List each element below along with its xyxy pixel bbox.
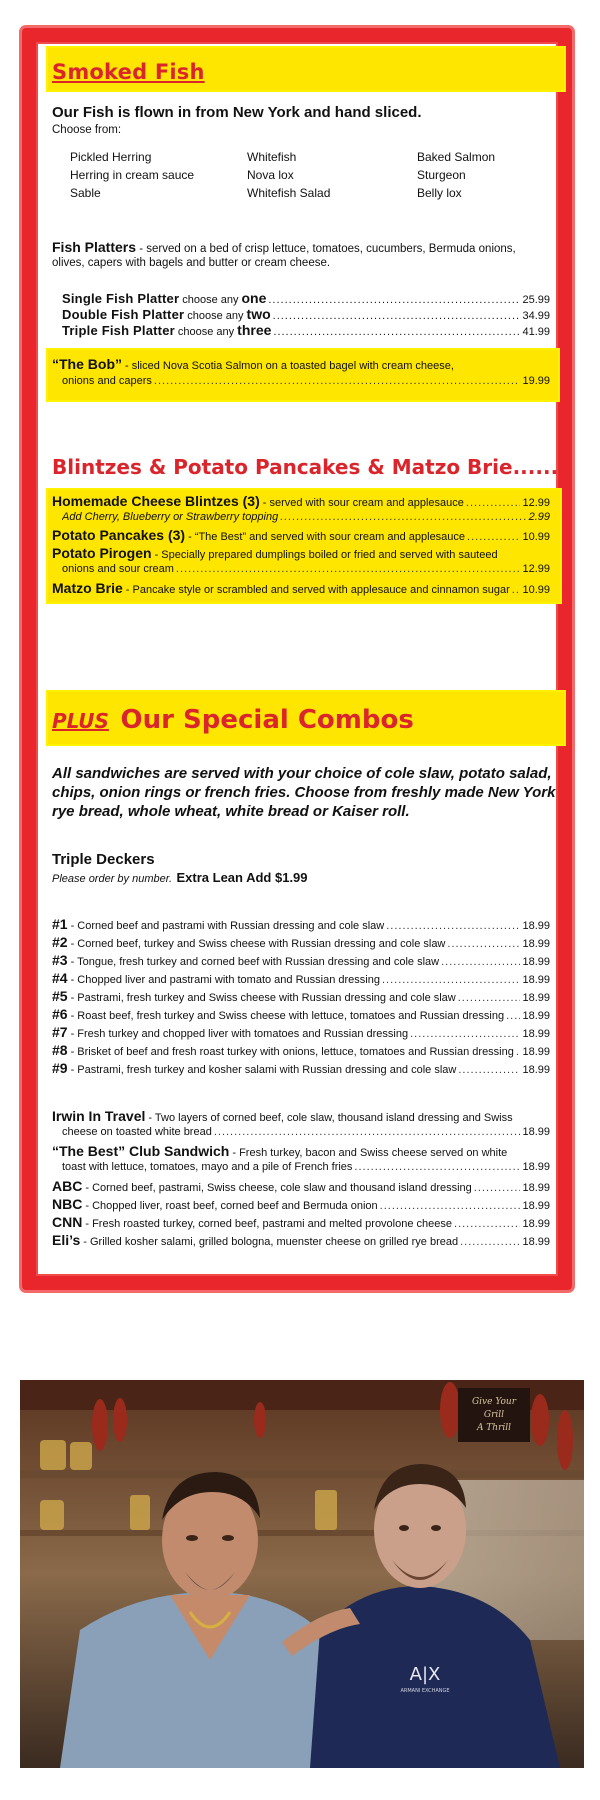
leader-dots <box>273 310 521 322</box>
leader-dots <box>454 1218 520 1230</box>
special-row-2 <box>62 1161 550 1173</box>
platter-count: three <box>237 322 272 338</box>
leader-dots <box>176 563 521 575</box>
leader-dots <box>280 511 526 523</box>
platter-count: one <box>241 290 267 306</box>
item-price: 2.99 <box>528 511 550 523</box>
combo-price: 18.99 <box>522 956 550 968</box>
item-desc: Add Cherry, Blueberry or Strawberry topping <box>62 511 279 523</box>
special-desc: - Fresh roasted turkey, corned beef, pastrami and melted provolone cheese <box>85 1218 453 1230</box>
choose-label: Choose from: <box>52 124 122 136</box>
platter-choose: choose any <box>177 326 235 338</box>
platter-choose: choose any <box>187 310 244 322</box>
combo-row <box>52 970 550 986</box>
bob-row-2 <box>62 375 550 387</box>
platter-row <box>62 322 550 338</box>
combo-price: 18.99 <box>522 1010 550 1022</box>
platter-choose: choose any <box>182 294 239 306</box>
order-note-line <box>52 869 308 887</box>
platter-price: 41.99 <box>522 326 550 338</box>
special-row <box>52 1178 550 1194</box>
list-item: Belly lox <box>417 186 462 200</box>
special-price: 18.99 <box>522 1161 550 1173</box>
leader-dots <box>474 1182 521 1194</box>
special-desc-2: cheese on toasted white bread <box>62 1126 212 1138</box>
item-name: Potato Pirogen <box>52 545 152 561</box>
shirt-logo: A|X <box>409 1664 441 1685</box>
shirt-logo-sub: ARMANI EXCHANGE <box>400 1688 450 1694</box>
combo-price: 18.99 <box>522 1046 550 1058</box>
fish-list-col2 <box>247 148 330 202</box>
combo-number: #3 <box>52 952 68 968</box>
menu-item-row <box>52 527 550 543</box>
platters-desc: - served on a bed of crisp lettuce, tomatoes, cucumbers, Bermuda onions, <box>139 243 516 255</box>
combo-row <box>52 988 550 1004</box>
triple-deckers-title: Triple Deckers <box>52 851 155 868</box>
special-row <box>52 1143 550 1159</box>
leader-dots <box>268 294 520 306</box>
leader-dots <box>380 1200 521 1212</box>
list-item: Sturgeon <box>417 168 466 182</box>
item-desc: - Pancake style or scrambled and served with applesauce and cinnamon sugar <box>125 584 510 596</box>
special-name: “The Best” Club Sandwich <box>52 1143 230 1159</box>
section-title-blintzes: Blintzes & Potato Pancakes & Matzo Brie...... <box>52 455 559 479</box>
item-name: Potato Pancakes (3) <box>52 527 186 543</box>
platters-name: Fish Platters <box>52 239 137 255</box>
combo-number: #6 <box>52 1006 68 1022</box>
special-price: 18.99 <box>522 1126 550 1138</box>
item-desc: - served with sour cream and applesauce <box>262 497 464 509</box>
list-item: Whitefish <box>247 150 297 164</box>
combo-row <box>52 1042 550 1058</box>
combo-row <box>52 1060 550 1076</box>
combo-desc: - Corned beef, turkey and Swiss cheese with Russian dressing and cole slaw <box>70 938 446 950</box>
platter-price: 34.99 <box>522 310 550 322</box>
combo-price: 18.99 <box>522 974 550 986</box>
list-item: Pickled Herring <box>70 150 152 164</box>
special-name: Eli’s <box>52 1232 81 1248</box>
combo-number: #4 <box>52 970 68 986</box>
fish-headline: Our Fish is flown in from New York and hand sliced. <box>52 104 422 121</box>
leader-dots <box>447 938 520 950</box>
combo-desc: - Roast beef, fresh turkey and Swiss cheese with lettuce, tomatoes and Russian dressing <box>70 1010 505 1022</box>
list-item: Baked Salmon <box>417 150 496 164</box>
special-row <box>52 1232 550 1248</box>
leader-dots <box>506 1010 520 1022</box>
svg-text:A Thrill: A Thrill <box>476 1423 512 1433</box>
combo-desc: - Fresh turkey and chopped liver with tomatoes and Russian dressing <box>70 1028 409 1040</box>
special-row-2 <box>62 1126 550 1138</box>
leader-dots <box>273 326 520 338</box>
bob-desc-2: onions and capers <box>62 375 152 387</box>
platter-price: 25.99 <box>522 294 550 306</box>
special-price: 18.99 <box>522 1236 550 1248</box>
combo-row <box>52 934 550 950</box>
special-price: 18.99 <box>522 1218 550 1230</box>
list-item: Sable <box>70 186 101 200</box>
combo-number: #1 <box>52 916 68 932</box>
combo-desc: - Corned beef and pastrami with Russian dressing and cole slaw <box>70 920 385 932</box>
item-price: 12.99 <box>522 497 550 509</box>
menu-item-row <box>52 493 550 509</box>
leader-dots <box>516 1046 521 1058</box>
leader-dots <box>410 1028 520 1040</box>
section-title-smoked-fish: Smoked Fish <box>52 60 205 84</box>
platter-count: two <box>246 306 271 322</box>
special-name: Irwin In Travel <box>52 1108 146 1124</box>
special-desc: - Fresh turkey, bacon and Swiss cheese served on white <box>232 1147 508 1159</box>
platter-row <box>62 290 550 306</box>
platter-name: Triple Fish Platter <box>62 323 175 338</box>
special-desc: - Grilled kosher salami, grilled bologna, muenster cheese on grilled rye bread <box>83 1236 459 1248</box>
item-desc: - Specially prepared dumplings boiled or fried and served with sauteed <box>154 549 498 561</box>
svg-text:Give Your: Give Your <box>471 1397 517 1407</box>
special-price: 18.99 <box>522 1182 550 1194</box>
leader-dots <box>354 1161 520 1173</box>
platter-name: Single Fish Platter <box>62 291 180 306</box>
leader-dots <box>458 992 521 1004</box>
leader-dots <box>467 531 520 543</box>
section-title-combos <box>52 705 414 735</box>
combo-number: #7 <box>52 1024 68 1040</box>
leader-dots <box>512 584 521 596</box>
photo-illustration <box>20 1380 584 1768</box>
menu-frame <box>22 28 572 1290</box>
special-name: CNN <box>52 1214 83 1230</box>
special-desc-2: toast with lettuce, tomatoes, mayo and a pile of French fries <box>62 1161 353 1173</box>
svg-text:Grill: Grill <box>483 1410 505 1420</box>
bob-row <box>52 356 550 372</box>
special-desc: - Two layers of corned beef, cole slaw, thousand island dressing and Swiss <box>148 1112 513 1124</box>
item-price: 12.99 <box>522 563 550 575</box>
bob-name: “The Bob” <box>52 356 122 372</box>
combo-price: 18.99 <box>522 1028 550 1040</box>
fish-list-col1 <box>70 148 194 202</box>
special-row <box>52 1108 550 1124</box>
item-desc: - “The Best” and served with sour cream and applesauce <box>188 531 466 543</box>
special-row <box>52 1196 550 1212</box>
combos-title: Our Special Combos <box>120 705 414 735</box>
combo-number: #5 <box>52 988 68 1004</box>
bob-price: 19.99 <box>522 375 550 387</box>
list-item: Nova lox <box>247 168 294 182</box>
item-name: Matzo Brie <box>52 580 123 596</box>
combo-row <box>52 952 550 968</box>
platter-name: Double Fish Platter <box>62 307 185 322</box>
menu-item-row <box>52 580 550 596</box>
item-name: Homemade Cheese Blintzes (3) <box>52 493 260 509</box>
wall-sign <box>458 1388 530 1442</box>
item-price: 10.99 <box>522 584 550 596</box>
plus-label: PLUS <box>52 709 109 733</box>
special-row <box>52 1214 550 1230</box>
menu-item-row <box>62 563 550 575</box>
leader-dots <box>441 956 520 968</box>
combo-desc: - Tongue, fresh turkey and corned beef with Russian dressing and cole slaw <box>70 956 440 968</box>
combo-desc: - Pastrami, fresh turkey and kosher salami with Russian dressing and cole slaw <box>70 1064 457 1076</box>
platters-desc-2: olives, capers with bagels and butter or cream cheese. <box>52 257 331 269</box>
combo-desc: - Pastrami, fresh turkey and Swiss cheese with Russian dressing and cole slaw <box>70 992 456 1004</box>
menu-item-row <box>52 545 550 561</box>
item-price: 10.99 <box>522 531 550 543</box>
leader-dots <box>214 1126 521 1138</box>
leader-dots <box>382 974 521 986</box>
owners-photo <box>20 1380 584 1768</box>
list-item: Herring in cream sauce <box>70 168 195 182</box>
combo-number: #8 <box>52 1042 68 1058</box>
combo-number: #9 <box>52 1060 68 1076</box>
special-desc: - Chopped liver, roast beef, corned beef and Bermuda onion <box>85 1200 378 1212</box>
item-desc: onions and sour cream <box>62 563 174 575</box>
order-note: Please order by number. <box>52 873 173 885</box>
platter-row <box>62 306 550 322</box>
special-name: NBC <box>52 1196 83 1212</box>
leader-dots <box>386 920 520 932</box>
combo-desc: - Chopped liver and pastrami with tomato and Russian dressing <box>70 974 380 986</box>
combos-intro: All sandwiches are served with your choice of cole slaw, potato salad, chips, onion rings or french fries. Choose from freshly made New York rye bread, whole wheat, white bread or Kaiser roll. <box>52 765 556 820</box>
fish-list-col3 <box>417 148 495 202</box>
combo-desc: - Brisket of beef and fresh roast turkey with onions, lettuce, tomatoes and Russian dressing <box>70 1046 514 1058</box>
fish-platters-heading <box>52 239 552 255</box>
combo-price: 18.99 <box>522 920 550 932</box>
combo-row <box>52 1024 550 1040</box>
menu-item-row <box>62 511 550 523</box>
leader-dots <box>460 1236 520 1248</box>
special-name: ABC <box>52 1178 83 1194</box>
leader-dots <box>458 1064 520 1076</box>
lean-add: Extra Lean Add $1.99 <box>176 870 308 885</box>
combo-price: 18.99 <box>522 1064 550 1076</box>
bob-desc: - sliced Nova Scotia Salmon on a toasted bagel with cream cheese, <box>125 360 454 372</box>
leader-dots <box>154 375 521 387</box>
combo-row <box>52 916 550 932</box>
combo-number: #2 <box>52 934 68 950</box>
leader-dots <box>466 497 521 509</box>
combo-price: 18.99 <box>522 992 550 1004</box>
special-desc: - Corned beef, pastrami, Swiss cheese, cole slaw and thousand island dressing <box>85 1182 472 1194</box>
list-item: Whitefish Salad <box>247 186 331 200</box>
combo-price: 18.99 <box>522 938 550 950</box>
combo-row <box>52 1006 550 1022</box>
special-price: 18.99 <box>522 1200 550 1212</box>
